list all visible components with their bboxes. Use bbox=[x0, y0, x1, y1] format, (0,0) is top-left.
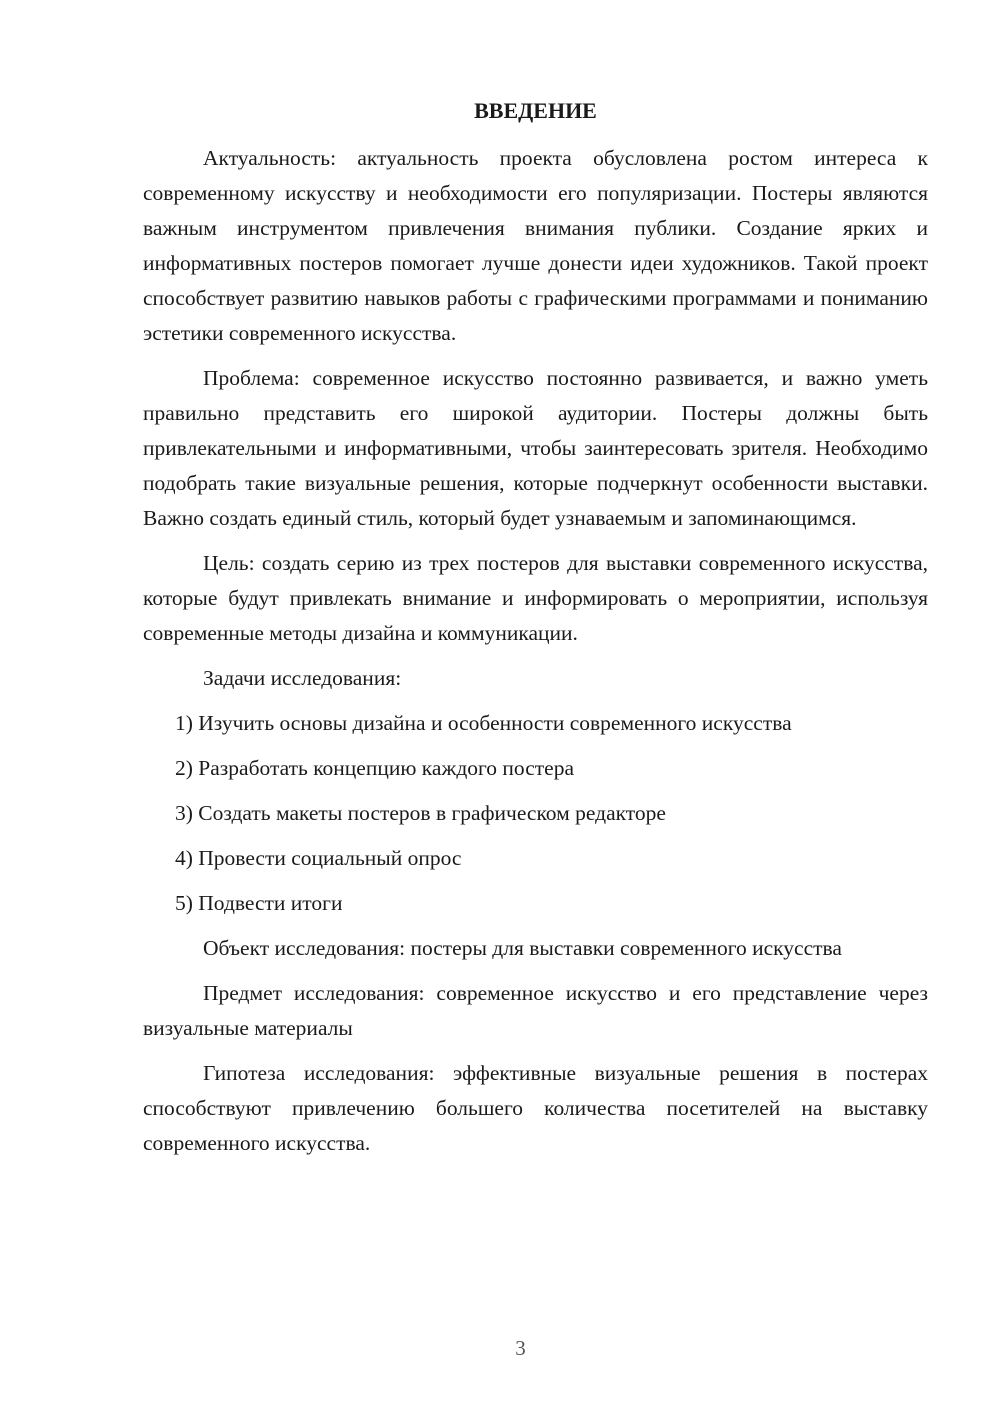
task-item-2: 2) Разработать концепцию каждого постера bbox=[175, 756, 574, 780]
relevance-paragraph: Актуальность: актуальность проекта обусловлена ростом интереса к современному искусству и необходимости его популяризации. Постеры являются важным инструментом привлечения внимания публики. Создание ярких и информативных постеров помогает лучше донести идеи художников. Такой проект способствует развитию навыков работы с графическими программами и пониманию эстетики современного искусства. bbox=[143, 146, 928, 345]
document-body bbox=[143, 141, 928, 1171]
tasks-heading: Задачи исследования: bbox=[203, 666, 402, 690]
task-item-5: 5) Подвести итоги bbox=[175, 891, 343, 915]
subject-paragraph: Предмет исследования: современное искусство и его представление через визуальные материалы bbox=[143, 981, 928, 1040]
goal-paragraph: Цель: создать серию из трех постеров для выставки современного искусства, которые будут привлекать внимание и информировать о мероприятии, используя современные методы дизайна и коммуникации. bbox=[143, 551, 928, 645]
task-list bbox=[143, 706, 928, 921]
object-paragraph: Объект исследования: постеры для выставки современного искусства bbox=[203, 936, 842, 960]
task-item-3: 3) Создать макеты постеров в графическом редакторе bbox=[175, 801, 666, 825]
page-number: 3 bbox=[515, 1336, 526, 1360]
document-page bbox=[143, 0, 928, 1414]
task-item-4: 4) Провести социальный опрос bbox=[175, 846, 462, 870]
page-title: ВВЕДЕНИЕ bbox=[474, 98, 597, 123]
task-item-1: 1) Изучить основы дизайна и особенности современного искусства bbox=[175, 711, 792, 735]
hypothesis-paragraph: Гипотеза исследования: эффективные визуальные решения в постерах способствуют привлечению большего количества посетителей на выставку современного искусства. bbox=[143, 1061, 928, 1155]
problem-paragraph: Проблема: современное искусство постоянно развивается, и важно уметь правильно представить его широкой аудитории. Постеры должны быть привлекательными и информативными, чтобы заинтересовать зрителя. Необходимо подобрать такие визуальные решения, которые подчеркнут особенности выставки. Важно создать единый стиль, который будет узнаваемым и запоминающимся. bbox=[143, 366, 928, 530]
